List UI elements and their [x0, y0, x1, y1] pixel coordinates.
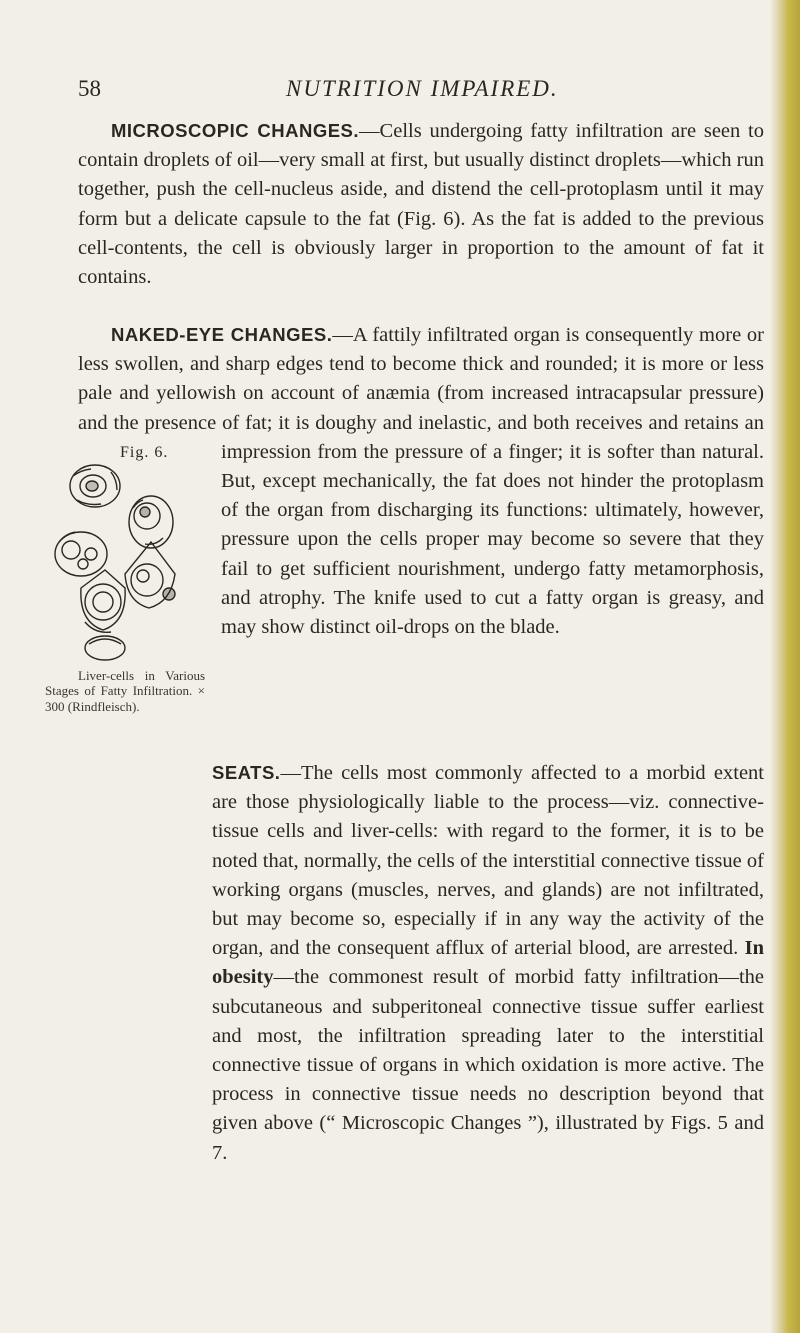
liver-cell-6	[85, 636, 125, 660]
text-seats-1: —The cells most commonly affected to a morbid extent are those physiologically liable to the process—viz. connective-tissue cells and liver-cells: with regard to the former, it is to be noted that, normally, the cells of the interstitial connective tissue of working organs (muscles, nerves, and glands) are not infiltrated, but may become so, especially if in any way the activity of the organ, and the consequent afflux of arterial blood, are arrested.	[212, 762, 764, 960]
figure-label: Fig. 6.	[120, 443, 169, 461]
text-naked-eye-2: from the pressure of a finger; it is softer than natural. But, except mechanically, the fat does not hinder the protoplasm of the organ from discharging its functions: ultimately, however, pressure upon the cells proper may become so severe that they fail to get sufficient nourishment, undergo fatty metamorphosis, and atrophy. The knife used to cut a fatty organ is greasy, and may show distinct oil-drops on the blade.	[221, 440, 765, 639]
heading-microscopic: MICROSCOPIC CHANGES.	[111, 120, 360, 141]
paragraph-seats	[78, 758, 764, 1168]
liver-cells-illustration	[51, 462, 201, 662]
text-seats-2: —the commonest result of morbid fatty infiltration—the subcutaneous and subperitoneal connective tissue suffer earliest and most, the infiltration spreading later to the interstitial connective tissue of organs in which oxidation is more active. The process in connective tissue needs no description beyond that given above (“ Microscopic Changes ”), illustrated by Figs. 5 and 7.	[212, 966, 764, 1164]
text-naked-eye-1: —A fattily infiltrated organ is consequently more or less swollen, and sharp edges tend to become thick and rounded; it is more or less pale and yellowish on account of anæmia (from increased intracapsular pressure) and the presence of fat; it is doughy and inelastic, and both receives and retains an impression	[78, 324, 764, 463]
running-head: NUTRITION IMPAIRED.	[286, 76, 559, 101]
page-edge	[770, 0, 800, 1333]
liver-cell-1	[70, 465, 120, 507]
figure-6	[45, 438, 205, 758]
text-obesity: In obesity	[212, 937, 764, 989]
text-microscopic: —Cells undergoing fatty infiltration are seen to contain droplets of oil—very small at first, but usually distinct droplets—which run together, push the cell-nucleus aside, and distend the cell-protoplasm until it may form but a delicate capsule to the fat (Fig. 6). As the fat is added to the previous cell-contents, the cell is obviously larger in proportion to the amount of fat it contains.	[78, 120, 765, 289]
liver-cell-5	[81, 570, 125, 632]
paragraph-naked-eye	[45, 320, 765, 758]
heading-naked-eye: NAKED-EYE CHANGES.	[111, 324, 333, 345]
liver-cell-2	[129, 496, 173, 548]
page-number: 58	[78, 76, 101, 101]
liver-cell-3	[55, 532, 107, 576]
paragraph-microscopic	[78, 116, 764, 292]
heading-seats: SEATS.	[212, 762, 281, 783]
figure-caption: Liver-cells in Various Stages of Fatty Infiltration. × 300 (Rindfleisch).	[45, 667, 205, 714]
liver-cell-4	[125, 542, 175, 608]
